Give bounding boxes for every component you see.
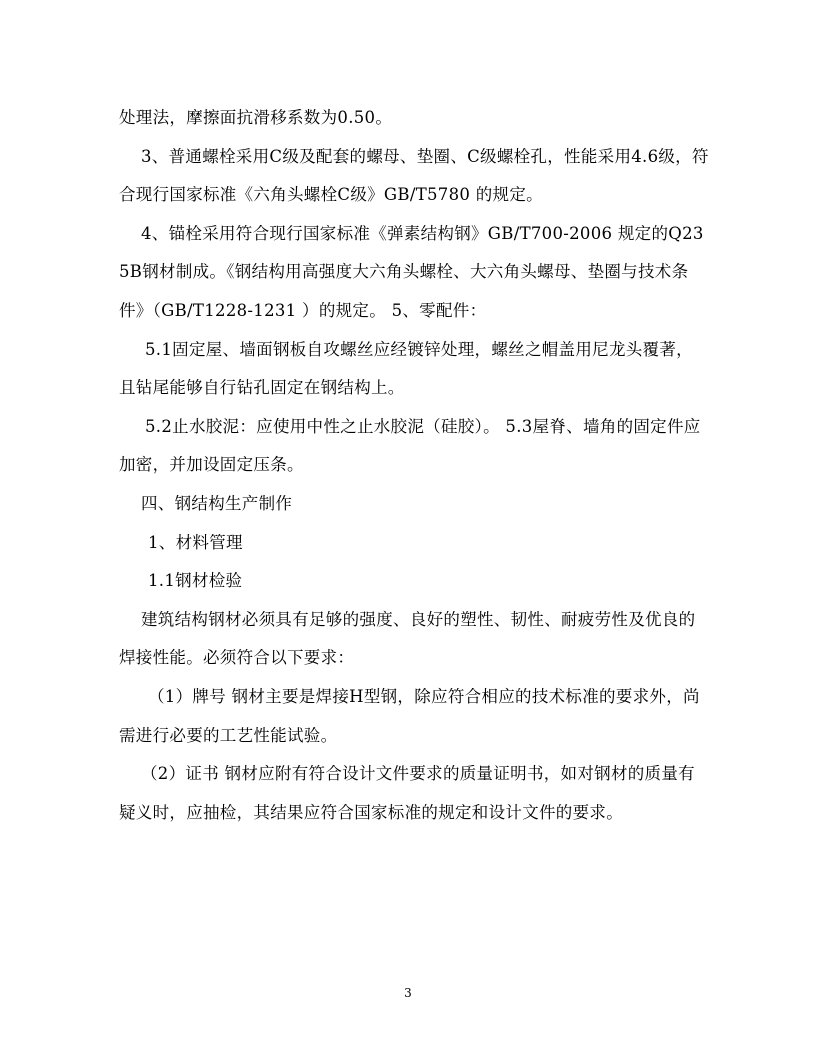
body-text — [119, 99, 709, 832]
section-heading-fabrication: 四、钢结构生产制作 — [141, 493, 293, 513]
paragraph-friction-coefficient: 处理法，摩擦面抗滑移系数为0.50。 — [119, 108, 393, 127]
paragraph-steel-requirements: 建筑结构钢材必须具有足够的强度、良好的塑性、韧性、耐疲劳性及优良的焊接性能。必须符合以下要求： — [119, 609, 696, 668]
subsection-heading-steel-inspection: 1.1钢材检验 — [148, 571, 243, 591]
paragraph-grade: （1）牌号 钢材主要是焊接H型钢，除应符合相应的技术标准的要求外，尚需进行必要的工艺性能试验。 — [119, 686, 700, 745]
paragraph-self-tapping-screws: 5.1固定屋、墙面钢板自攻螺丝应经镀锌处理，螺丝之帽盖用尼龙头覆著，且钻尾能够自行钻孔固定在钢结构上。 — [119, 339, 693, 398]
paragraph-certificate: （2）证书 钢材应附有符合设计文件要求的质量证明书，如对钢材的质量有疑义时，应抽检，其结果应符合国家标准的规定和设计文件的要求。 — [119, 764, 695, 822]
page-number: 3 — [404, 986, 412, 1000]
paragraph-sealant: 5.2止水胶泥：应使用中性之止水胶泥（硅胶）。 5.3屋脊、墙角的固定件应加密，并加设固定压条。 — [119, 416, 701, 475]
paragraph-anchor-bolts: 4、锚栓采用符合现行国家标准《弹素结构钢》GB/T700-2006 规定的Q235B钢材制成。《钢结构用高强度大六角头螺栓、大六角头螺母、垫圈与技术条件》（GB/T1228-1231 ）的规定。 5、零配件： — [119, 223, 704, 320]
subsection-heading-material-management: 1、材料管理 — [148, 532, 243, 552]
paragraph-ordinary-bolts: 3、普通螺栓采用C级及配套的螺母、垫圈、C级螺栓孔，性能采用4.6级，符合现行国家标准《六角头螺栓C级》GB/T5780 的规定。 — [119, 146, 709, 205]
